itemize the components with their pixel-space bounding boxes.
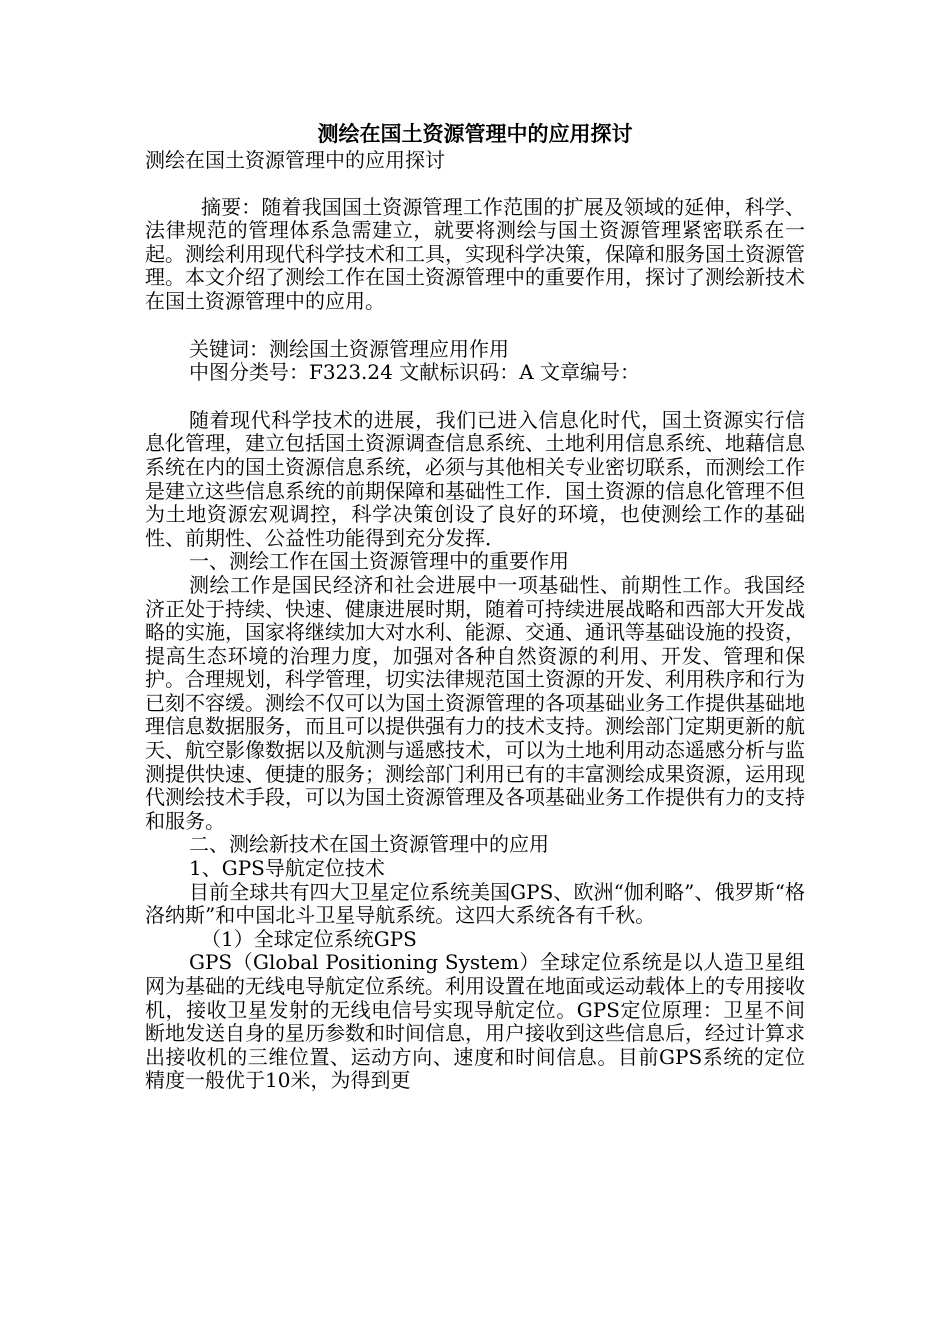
classification-line: 中图分类号：F323.24 文献标识码：A 文章编号： bbox=[189, 360, 641, 385]
document-page bbox=[145, 119, 805, 1093]
section2-heading: 二、测绘新技术在国土资源管理中的应用 bbox=[189, 832, 549, 857]
section1-paragraph: 测绘工作是国民经济和社会进展中一项基础性、前期性工作。我国经济正处于持续、快速、健康进展时期，随着可持续进展战略和西部大开发战略的实施，国家将继续加大对水利、能源、交通、通讯等基础设施的投资，提高生态环境的治理力度，加强对各种自然资源的利用、开发、管理和保护。合理规划，科学管理，切实法律规范国土资源的开发、利用秩序和行为已刻不容缓。测绘不仅可以为国土资源管理的各项基础业务工作提供基础地理信息数据服务，而且可以提供强有力的技术支持。测绘部门定期更新的航天、航空影像数据以及航测与遥感技术，可以为土地利用动态遥感分析与监测提供快速、便捷的服务；测绘部门利用已有的丰富测绘成果资源，运用现代测绘技术手段，可以为国土资源管理及各项基础业务工作提供有力的支持和服务。 bbox=[145, 572, 805, 833]
section2-subheading-gps-tech: 1、GPS导航定位技术 bbox=[189, 856, 385, 881]
section1-heading: 一、测绘工作在国土资源管理中的重要作用 bbox=[189, 549, 569, 574]
gps-paragraph: GPS（Global Positioning System）全球定位系统是以人造卫星组网为基础的无线电导航定位系统。利用设置在地面或运动载体上的专用接收机，接收卫星发射的无线电信号实现导航定位。GPS定位原理：卫星不间断地发送自身的星历参数和时间信息，用户接收到这些信息后，经过计算求出接收机的三维位置、运动方向、速度和时间信息。目前GPS系统的定位精度一般优于10米，为得到更 bbox=[145, 950, 805, 1093]
keywords-line: 关键词：测绘国土资源管理应用作用 bbox=[189, 336, 509, 361]
document-subtitle: 测绘在国土资源管理中的应用探讨 bbox=[145, 148, 445, 172]
section2-sub1-paragraph: 目前全球共有四大卫星定位系统美国GPS、欧洲“伽利略”、俄罗斯“格洛纳斯”和中国北斗卫星导航系统。这四大系统各有千秋。 bbox=[145, 879, 805, 928]
intro-paragraph: 随着现代科学技术的进展，我们已进入信息化时代，国土资源实行信息化管理，建立包括国土资源调查信息系统、土地利用信息系统、地藉信息系统在内的国土资源信息系统，必须与其他相关专业密切联系，而测绘工作是建立这些信息系统的前期保障和基础性工作．国土资源的信息化管理不但为土地资源宏观调控，科学决策创设了良好的环境，也使测绘工作的基础性、前期性、公益性功能得到充分发挥． bbox=[145, 407, 805, 550]
document-title: 测绘在国土资源管理中的应用探讨 bbox=[317, 121, 633, 146]
gps-subheading: （1）全球定位系统GPS bbox=[201, 926, 417, 951]
abstract-paragraph: 摘要：随着我国国土资源管理工作范围的扩展及领域的延伸，科学、法律规范的管理体系急需建立，就要将测绘与国土资源管理紧密联系在一起。测绘利用现代科学技术和工具，实现科学决策，保障和服务国土资源管理。本文介绍了测绘工作在国土资源管理中的重要作用，探讨了测绘新技术在国土资源管理中的应用。 bbox=[145, 194, 805, 313]
